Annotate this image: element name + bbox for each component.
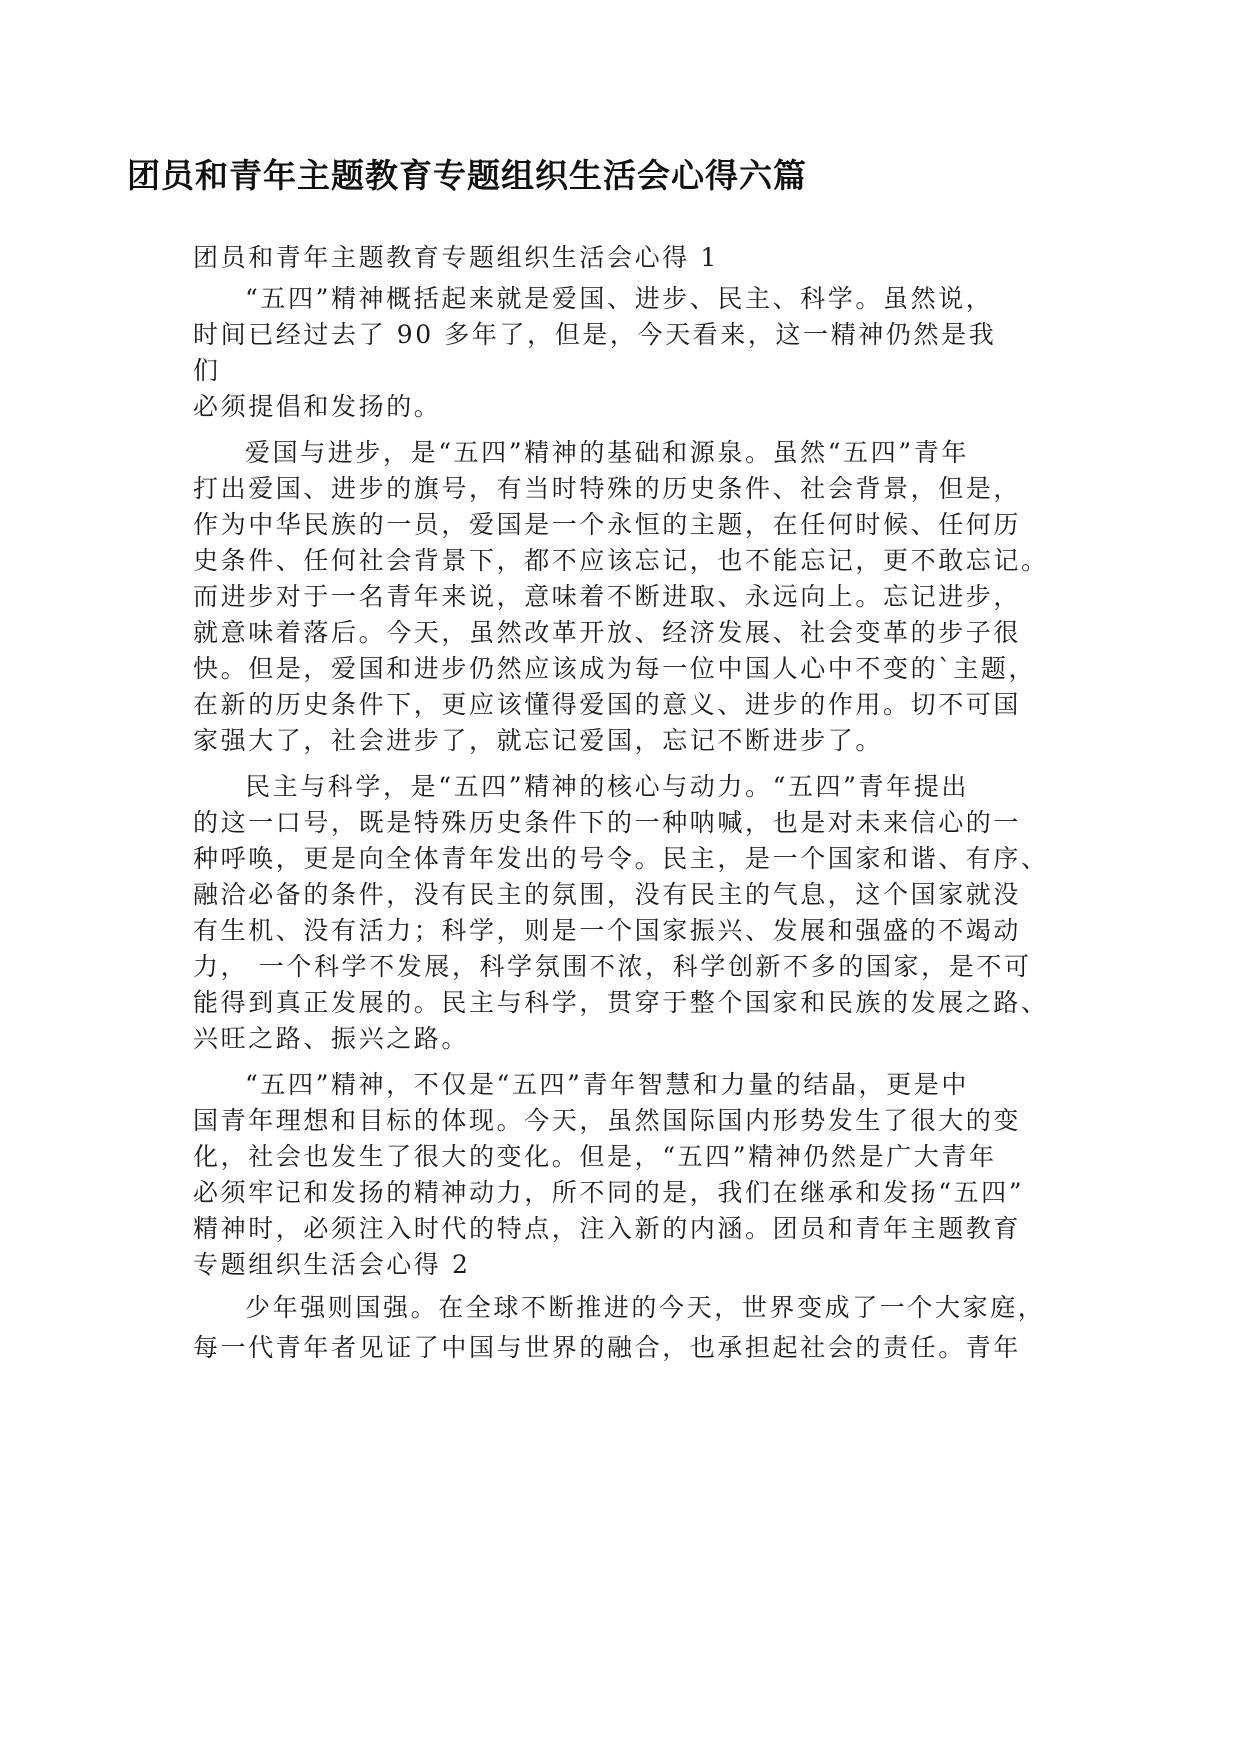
text-line: 种呼唤，更是向全体青年发出的号令。民主，是一个国家和谐、有序、: [193, 844, 1049, 873]
text-line: 化，社会也发生了很大的变化。但是，“五四”精神仍然是广大青年: [193, 1142, 997, 1171]
text-line: 每一代青年者见证了中国与世界的融合，也承担起社会的责任。青年: [193, 1333, 1022, 1362]
text-line: 在新的历史条件下，更应该懂得爱国的意义、进步的作用。切不可国: [193, 690, 1022, 719]
text-line: 们: [193, 356, 221, 385]
paragraph-5: [193, 1288, 1053, 1368]
text-line: 时间已经过去了 90 多年了，但是，今天看来，这一精神仍然是我: [193, 320, 997, 349]
text-line: 家强大了，社会进步了，就忘记爱国，忘记不断进步了。: [193, 726, 884, 755]
text-line: 有生机、没有活力；科学，则是一个国家振兴、发展和强盛的不竭动: [193, 916, 1022, 945]
paragraph-3: [193, 769, 1053, 1057]
document-title: 团员和青年主题教育专题组织生活会心得六篇: [127, 156, 807, 195]
text-line: 兴旺之路、振兴之路。: [193, 1024, 470, 1053]
text-line: 少年强则国强。在全球不断推进的今天，世界变成了一个大家庭，: [245, 1293, 1046, 1322]
paragraph-1: [193, 281, 1053, 425]
text-line: 国青年理想和目标的体现。今天，虽然国际国内形势发生了很大的变: [193, 1106, 1022, 1135]
text-line: 作为中华民族的一员，爱国是一个永恒的主题，在任何时候、任何历: [193, 510, 1022, 539]
text-line: 打出爱国、进步的旗号，有当时特殊的历史条件、社会背景，但是，: [193, 474, 1022, 503]
paragraph-4: [193, 1067, 1053, 1283]
text-line: 民主与科学，是“五四”精神的核心与动力。“五四”青年提出: [245, 772, 969, 801]
section-heading-1: [193, 240, 1053, 276]
text-line: 而进步对于一名青年来说，意味着不断进取、永远向上。忘记进步，: [193, 582, 1022, 611]
text-line: 就意味着落后。今天，虽然改革开放、经济发展、社会变革的步子很: [193, 618, 1022, 647]
text-line: 力， 一个科学不发展，科学氛围不浓，科学创新不多的国家，是不可: [193, 952, 1032, 981]
section-heading-text: 团员和青年主题教育专题组织生活会心得 1: [193, 243, 719, 272]
text-line: “五四”精神，不仅是“五四”青年智慧和力量的结晶，更是中: [245, 1070, 969, 1099]
text-line: 能得到真正发展的。民主与科学，贯穿于整个国家和民族的发展之路、: [193, 988, 1049, 1017]
text-line: 史条件、任何社会背景下，都不应该忘记，也不能忘记，更不敢忘记。: [193, 546, 1049, 575]
text-line: 快。但是，爱国和进步仍然应该成为每一位中国人心中不变的`主题，: [193, 654, 1037, 683]
text-line: 必须牢记和发扬的精神动力，所不同的是，我们在继承和发扬“五四”: [193, 1178, 1025, 1207]
text-line: 必须提倡和发扬的。: [193, 392, 442, 421]
text-line: 的这一口号，既是特殊历史条件下的一种呐喊，也是对未来信心的一: [193, 808, 1022, 837]
text-line: 专题组织生活会心得 2: [193, 1250, 471, 1279]
text-line: 精神时，必须注入时代的特点，注入新的内涵。团员和青年主题教育: [193, 1214, 1022, 1243]
text-line: 融洽必备的条件，没有民主的氛围，没有民主的气息，这个国家就没: [193, 880, 1022, 909]
text-line: 爱国与进步，是“五四”精神的基础和源泉。虽然“五四”青年: [245, 438, 969, 467]
paragraph-2: [193, 435, 1053, 759]
document-body: [193, 240, 1053, 1368]
text-line: “五四”精神概括起来就是爱国、进步、民主、科学。虽然说，: [245, 284, 994, 313]
